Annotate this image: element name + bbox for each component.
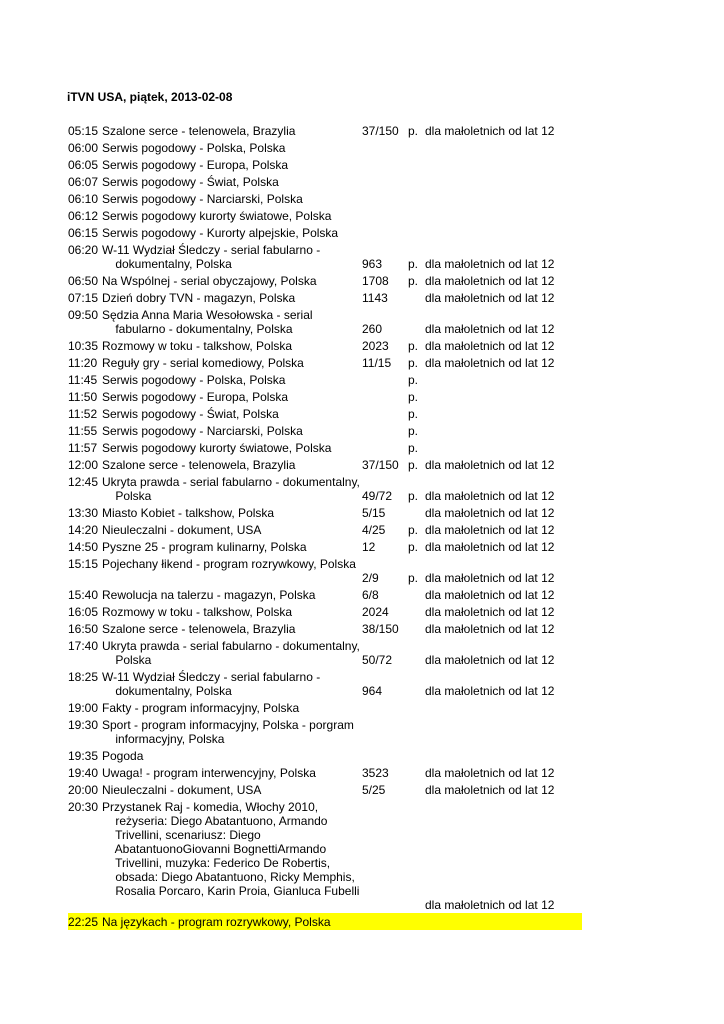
programme-title-line: Rewolucja na talerzu - magazyn, Polska xyxy=(102,587,316,602)
age-rating: dla małoletnich od lat 12 xyxy=(425,457,555,472)
programme-title-line: Szalone serce - telenowela, Brazylia xyxy=(102,123,296,138)
programme-time: 06:15 xyxy=(68,225,99,240)
programme-title-line: Rosalia Porcaro, Karin Proia, Gianluca Fubelli xyxy=(102,883,360,898)
programme-title-line: Serwis pogodowy - Europa, Polska xyxy=(102,389,289,404)
programme-title-line: Serwis pogodowy - Kurorty alpejskie, Polska xyxy=(102,225,339,240)
programme-title xyxy=(102,475,362,503)
programme-title-line: Na językach - program rozrywkowy, Polska xyxy=(102,914,331,929)
programme-time: 06:00 xyxy=(68,140,99,155)
programme-title-line: Serwis pogodowy - Polska, Polska xyxy=(102,140,286,155)
programme-title-line: Pyszne 25 - program kulinarny, Polska xyxy=(102,539,307,554)
episode-number: 38/150 xyxy=(362,621,399,636)
age-rating: dla małoletnich od lat 12 xyxy=(425,256,555,271)
programme-time: 06:10 xyxy=(68,191,99,206)
age-rating: dla małoletnich od lat 12 xyxy=(425,321,555,336)
episode-number: 963 xyxy=(362,256,383,271)
programme-title xyxy=(102,766,362,780)
programme-time: 19:00 xyxy=(68,700,99,715)
episode-number: 964 xyxy=(362,683,383,698)
programme-time: 14:50 xyxy=(68,539,99,554)
schedule-row xyxy=(68,764,582,781)
schedule-row xyxy=(68,473,582,504)
age-rating: dla małoletnich od lat 12 xyxy=(425,683,555,698)
programme-title-line: dokumentalny, Polska xyxy=(102,256,232,271)
programme-time: 11:52 xyxy=(68,406,98,421)
programme-title xyxy=(102,605,362,619)
age-rating: dla małoletnich od lat 12 xyxy=(425,123,555,138)
programme-title-line: obsada: Diego Abatantuono, Ricky Memphis, xyxy=(102,869,355,884)
programme-title-line: Rozmowy w toku - talkshow, Polska xyxy=(102,338,293,353)
schedule-row xyxy=(68,405,582,422)
programme-title-line: Serwis pogodowy - Narciarski, Polska xyxy=(102,191,303,206)
age-rating: dla małoletnich od lat 12 xyxy=(425,765,555,780)
schedule-row xyxy=(68,190,582,207)
programme-title-line: Serwis pogodowy - Świat, Polska xyxy=(102,406,279,421)
programme-time: 11:55 xyxy=(68,423,98,438)
programme-time: 16:50 xyxy=(68,621,99,636)
episode-number: 6/8 xyxy=(362,587,379,602)
programme-title xyxy=(102,356,362,370)
programme-title xyxy=(102,915,362,929)
programme-title-line xyxy=(102,571,358,585)
programme-title-line: Sędzia Anna Maria Wesołowska - serial xyxy=(102,307,313,322)
premiere-marker: p. xyxy=(408,273,419,288)
programme-title xyxy=(102,308,362,336)
premiere-marker: p. xyxy=(408,440,419,455)
programme-time: 15:15 xyxy=(68,556,99,571)
programme-title-line: Przystanek Raj - komedia, Włochy 2010, xyxy=(102,799,319,814)
schedule-row xyxy=(68,122,582,139)
programme-title xyxy=(102,390,362,404)
programme-time: 11:45 xyxy=(68,372,98,387)
programme-time: 07:15 xyxy=(68,290,99,305)
premiere-marker: p. xyxy=(408,389,419,404)
schedule-row xyxy=(68,241,582,272)
age-rating: dla małoletnich od lat 12 xyxy=(425,505,555,520)
episode-number: 37/150 xyxy=(362,457,399,472)
schedule-row xyxy=(68,603,582,620)
programme-title xyxy=(102,557,362,585)
programme-time: 19:35 xyxy=(68,748,99,763)
programme-time: 06:05 xyxy=(68,157,99,172)
schedule-row xyxy=(68,207,582,224)
programme-title xyxy=(102,749,362,763)
programme-title xyxy=(102,639,362,667)
age-rating: dla małoletnich od lat 12 xyxy=(425,897,555,912)
episode-number: 2023 xyxy=(362,338,389,353)
programme-time: 12:00 xyxy=(68,457,99,472)
premiere-marker: p. xyxy=(408,406,419,421)
programme-title xyxy=(102,274,362,288)
schedule-row xyxy=(68,747,582,764)
programme-title-line: Nieuleczalni - dokument, USA xyxy=(102,522,262,537)
schedule-row xyxy=(68,456,582,473)
schedule-row xyxy=(68,538,582,555)
episode-number: 5/15 xyxy=(362,505,386,520)
episode-number: 5/25 xyxy=(362,782,386,797)
schedule-row xyxy=(68,289,582,306)
age-rating: dla małoletnich od lat 12 xyxy=(425,290,555,305)
premiere-marker: p. xyxy=(408,570,419,585)
schedule-row xyxy=(68,637,582,668)
programme-time: 13:30 xyxy=(68,505,99,520)
programme-time: 16:05 xyxy=(68,604,99,619)
programme-title xyxy=(102,192,362,206)
programme-title-line: Pojechany łikend - program rozrywkowy, Polska xyxy=(102,556,356,571)
schedule-row xyxy=(68,798,582,913)
programme-title-line: Polska xyxy=(102,652,152,667)
episode-number: 1143 xyxy=(362,290,388,305)
schedule-row xyxy=(68,371,582,388)
schedule-row xyxy=(68,354,582,371)
age-rating: dla małoletnich od lat 12 xyxy=(425,604,555,619)
programme-title-line: Szalone serce - telenowela, Brazylia xyxy=(102,621,296,636)
programme-title-line: Serwis pogodowy kurorty światowe, Polska xyxy=(102,208,332,223)
premiere-marker: p. xyxy=(408,423,419,438)
programme-time: 14:20 xyxy=(68,522,99,537)
programme-time: 06:12 xyxy=(68,208,99,223)
schedule-row xyxy=(68,173,582,190)
programme-time: 20:30 xyxy=(68,799,99,814)
schedule-table xyxy=(68,122,582,930)
programme-title-line: Serwis pogodowy - Polska, Polska xyxy=(102,372,286,387)
programme-time: 10:35 xyxy=(68,338,99,353)
programme-title xyxy=(102,407,362,421)
programme-title xyxy=(102,226,362,240)
premiere-marker: p. xyxy=(408,355,419,370)
programme-time: 22:25 xyxy=(68,914,99,929)
programme-title xyxy=(102,523,362,537)
age-rating: dla małoletnich od lat 12 xyxy=(425,488,555,503)
programme-title xyxy=(102,424,362,438)
programme-title-line: informacyjny, Polska xyxy=(102,731,225,746)
programme-title xyxy=(102,783,362,797)
programme-title-line: reżyseria: Diego Abatantuono, Armando xyxy=(102,813,328,828)
schedule-row xyxy=(68,272,582,289)
programme-title-line: Miasto Kobiet - talkshow, Polska xyxy=(102,505,275,520)
episode-number: 2024 xyxy=(362,604,389,619)
schedule-row xyxy=(68,668,582,699)
programme-title xyxy=(102,622,362,636)
programme-title-line: Sport - program informacyjny, Polska - porgram xyxy=(102,717,354,732)
programme-title-line: Ukryta prawda - serial fabularno - dokumentalny, xyxy=(102,638,360,653)
premiere-marker: p. xyxy=(408,522,419,537)
premiere-marker: p. xyxy=(408,123,419,138)
schedule-row xyxy=(68,620,582,637)
programme-time: 19:30 xyxy=(68,717,99,732)
programme-time: 20:00 xyxy=(68,782,99,797)
schedule-row xyxy=(68,439,582,456)
programme-title-line: W-11 Wydział Śledczy - serial fabularno - xyxy=(102,669,321,684)
programme-title-line: Serwis pogodowy - Europa, Polska xyxy=(102,157,289,172)
age-rating: dla małoletnich od lat 12 xyxy=(425,652,555,667)
programme-title xyxy=(102,670,362,698)
schedule-row xyxy=(68,699,582,716)
episode-number: 260 xyxy=(362,321,383,336)
age-rating: dla małoletnich od lat 12 xyxy=(425,522,555,537)
programme-title xyxy=(102,243,362,271)
programme-title xyxy=(102,373,362,387)
programme-title-line: Dzień dobry TVN - magazyn, Polska xyxy=(102,290,296,305)
schedule-row xyxy=(68,337,582,354)
programme-title xyxy=(102,291,362,305)
programme-title-line: Nieuleczalni - dokument, USA xyxy=(102,782,262,797)
programme-title xyxy=(102,540,362,554)
programme-time: 18:25 xyxy=(68,669,99,684)
programme-title-line: Reguły gry - serial komediowy, Polska xyxy=(102,355,304,370)
premiere-marker: p. xyxy=(408,457,419,472)
schedule-row xyxy=(68,388,582,405)
programme-time: 15:40 xyxy=(68,587,99,602)
age-rating: dla małoletnich od lat 12 xyxy=(425,621,555,636)
premiere-marker: p. xyxy=(408,488,419,503)
age-rating: dla małoletnich od lat 12 xyxy=(425,570,555,585)
programme-time: 19:40 xyxy=(68,765,99,780)
programme-title xyxy=(102,701,362,715)
premiere-marker: p. xyxy=(408,338,419,353)
programme-title xyxy=(102,141,362,155)
programme-time: 06:20 xyxy=(68,242,99,257)
schedule-row xyxy=(68,521,582,538)
programme-title-line: Szalone serce - telenowela, Brazylia xyxy=(102,457,296,472)
age-rating: dla małoletnich od lat 12 xyxy=(425,587,555,602)
programme-time: 09:50 xyxy=(68,307,99,322)
episode-number: 3523 xyxy=(362,765,389,780)
programme-title-line: Pogoda xyxy=(102,748,144,763)
programme-time: 11:57 xyxy=(68,440,98,455)
schedule-row xyxy=(68,586,582,603)
schedule-row xyxy=(68,555,582,586)
premiere-marker: p. xyxy=(408,539,419,554)
programme-title-line: AbatantuonoGiovanni BognettiArmando xyxy=(102,841,327,856)
programme-title-line: Ukryta prawda - serial fabularno - dokumentalny, xyxy=(102,474,360,489)
age-rating: dla małoletnich od lat 12 xyxy=(425,539,555,554)
programme-title xyxy=(102,209,362,223)
programme-title xyxy=(102,588,362,602)
programme-title xyxy=(102,800,362,912)
programme-title-line xyxy=(102,898,358,912)
programme-title xyxy=(102,718,362,746)
programme-title xyxy=(102,339,362,353)
programme-title-line: dokumentalny, Polska xyxy=(102,683,232,698)
episode-number: 1708 xyxy=(362,273,389,288)
programme-title-line: Trivellini, scenariusz: Diego xyxy=(102,827,261,842)
premiere-marker: p. xyxy=(408,256,419,271)
programme-title-line: Na Wspólnej - serial obyczajowy, Polska xyxy=(102,273,317,288)
programme-title xyxy=(102,158,362,172)
episode-number: 49/72 xyxy=(362,488,393,503)
programme-title-line: W-11 Wydział Śledczy - serial fabularno - xyxy=(102,242,321,257)
programme-title-line: Serwis pogodowy - Świat, Polska xyxy=(102,174,279,189)
episode-number: 50/72 xyxy=(362,652,393,667)
schedule-row xyxy=(68,306,582,337)
age-rating: dla małoletnich od lat 12 xyxy=(425,355,555,370)
episode-number: 4/25 xyxy=(362,522,386,537)
age-rating: dla małoletnich od lat 12 xyxy=(425,273,555,288)
schedule-row xyxy=(68,913,582,930)
programme-time: 05:15 xyxy=(68,123,99,138)
schedule-row xyxy=(68,156,582,173)
programme-time: 06:50 xyxy=(68,273,99,288)
episode-number: 12 xyxy=(362,539,376,554)
episode-number: 2/9 xyxy=(362,570,379,585)
episode-number: 11/15 xyxy=(362,355,392,370)
programme-time: 17:40 xyxy=(68,638,99,653)
programme-title xyxy=(102,124,362,138)
programme-title xyxy=(102,175,362,189)
schedule-row xyxy=(68,139,582,156)
programme-time: 06:07 xyxy=(68,174,99,189)
schedule-row xyxy=(68,781,582,798)
schedule-row xyxy=(68,422,582,439)
programme-title-line: fabularno - dokumentalny, Polska xyxy=(102,321,293,336)
programme-title-line: Rozmowy w toku - talkshow, Polska xyxy=(102,604,293,619)
programme-time: 11:20 xyxy=(68,355,98,370)
programme-title xyxy=(102,458,362,472)
programme-title-line: Serwis pogodowy kurorty światowe, Polska xyxy=(102,440,332,455)
schedule-row xyxy=(68,224,582,241)
episode-number: 37/150 xyxy=(362,123,399,138)
premiere-marker: p. xyxy=(408,372,419,387)
schedule-row xyxy=(68,716,582,747)
programme-title-line: Serwis pogodowy - Narciarski, Polska xyxy=(102,423,303,438)
age-rating: dla małoletnich od lat 12 xyxy=(425,782,555,797)
programme-title xyxy=(102,441,362,455)
age-rating: dla małoletnich od lat 12 xyxy=(425,338,555,353)
programme-time: 12:45 xyxy=(68,474,99,489)
page-title: iTVN USA, piątek, 2013-02-08 xyxy=(67,90,233,104)
programme-title xyxy=(102,506,362,520)
programme-title-line: Trivellini, muzyka: Federico De Robertis, xyxy=(102,855,331,870)
programme-time: 11:50 xyxy=(68,389,98,404)
programme-title-line: Polska xyxy=(102,488,152,503)
schedule-row xyxy=(68,504,582,521)
programme-title-line: Uwaga! - program interwencyjny, Polska xyxy=(102,765,316,780)
programme-title-line: Fakty - program informacyjny, Polska xyxy=(102,700,300,715)
